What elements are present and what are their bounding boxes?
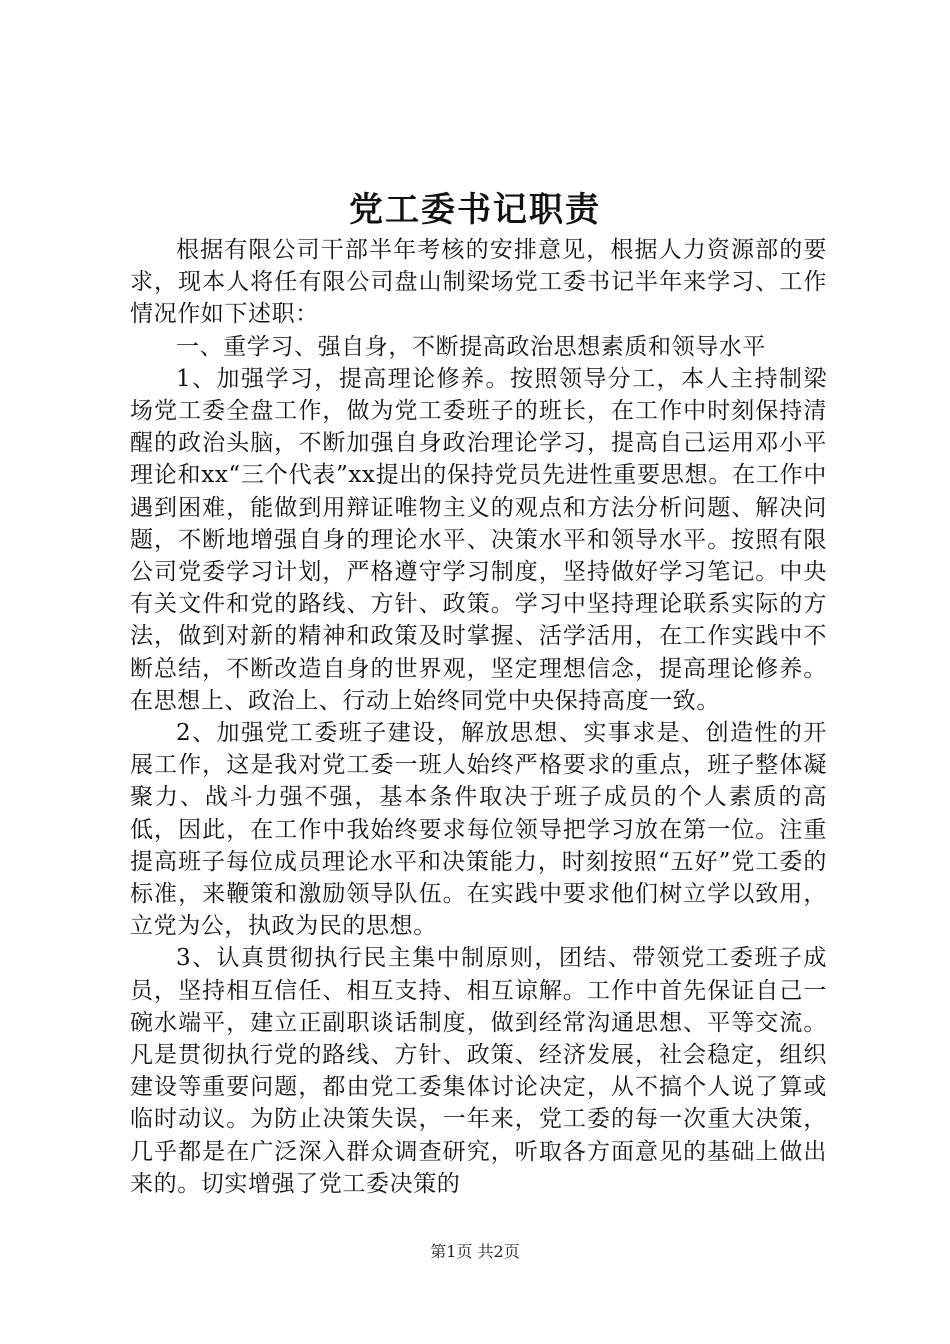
paragraph-item-3: 3、认真贯彻执行民主集中制原则，团结、带领党工委班子成员，坚持相互信任、相互支持、相互谅解。工作中首先保证自己一碗水端平，建立正副职谈话制度，做到经常沟通思想、平等交流。凡是贯彻执行党的路线、方针、政策、经济发展，社会稳定，组织建设等重要问题，都由党工委集体讨论决定，从不搞个人说了算或临时动议。为防止决策失误，一年来，党工委的每一次重大决策，几乎都是在广泛深入群众调查研究，听取各方面意见的基础上做出来的。切实增强了党工委决策的 bbox=[130, 945, 827, 1197]
section-heading-1: 一、重学习、强自身，不断提高政治思想素质和领导水平 bbox=[176, 333, 766, 360]
paragraph-intro: 根据有限公司干部半年考核的安排意见，根据人力资源部的要求，现本人将任有限公司盘山制梁场党工委书记半年来学习、工作情况作如下述职： bbox=[130, 237, 827, 328]
document-body bbox=[130, 234, 827, 1200]
paragraph-item-2: 2、加强党工委班子建设，解放思想、实事求是、创造性的开展工作，这是我对党工委一班人始终严格要求的重点，班子整体凝聚力、战斗力强不强，基本条件取决于班子成员的个人素质的高低，因此，在工作中我始终要求每位领导把学习放在第一位。注重提高班子每位成员理论水平和决策能力，时刻按照“五好”党工委的标准，来鞭策和激励领导队伍。在实践中要求他们树立学以致用，立党为公，执政为民的思想。 bbox=[130, 720, 827, 940]
paragraph-item-1: 1、加强学习，提高理论修养。按照领导分工，本人主持制梁场党工委全盘工作，做为党工委班子的班长，在工作中时刻保持清醒的政治头脑，不断加强自身政治理论学习，提高自己运用邓小平理论和xx“三个代表”xx提出的保持党员先进性重要思想。在工作中遇到困难，能做到用辩证唯物主义的观点和方法分析问题、解决问题，不断地增强自身的理论水平、决策水平和领导水平。按照有限公司党委学习计划，严格遵守学习制度，坚持做好学习笔记。中央有关文件和党的路线、方针、政策。学习中坚持理论联系实际的方法，做到对新的精神和政策及时掌握、活学活用，在工作实践中不断总结，不断改造自身的世界观，坚定理想信念，提高理论修养。在思想上、政治上、行动上始终同党中央保持高度一致。 bbox=[130, 365, 827, 714]
document-title: 党工委书记职责 bbox=[349, 190, 601, 230]
page-number-footer: 第1页 共2页 bbox=[430, 1242, 520, 1261]
